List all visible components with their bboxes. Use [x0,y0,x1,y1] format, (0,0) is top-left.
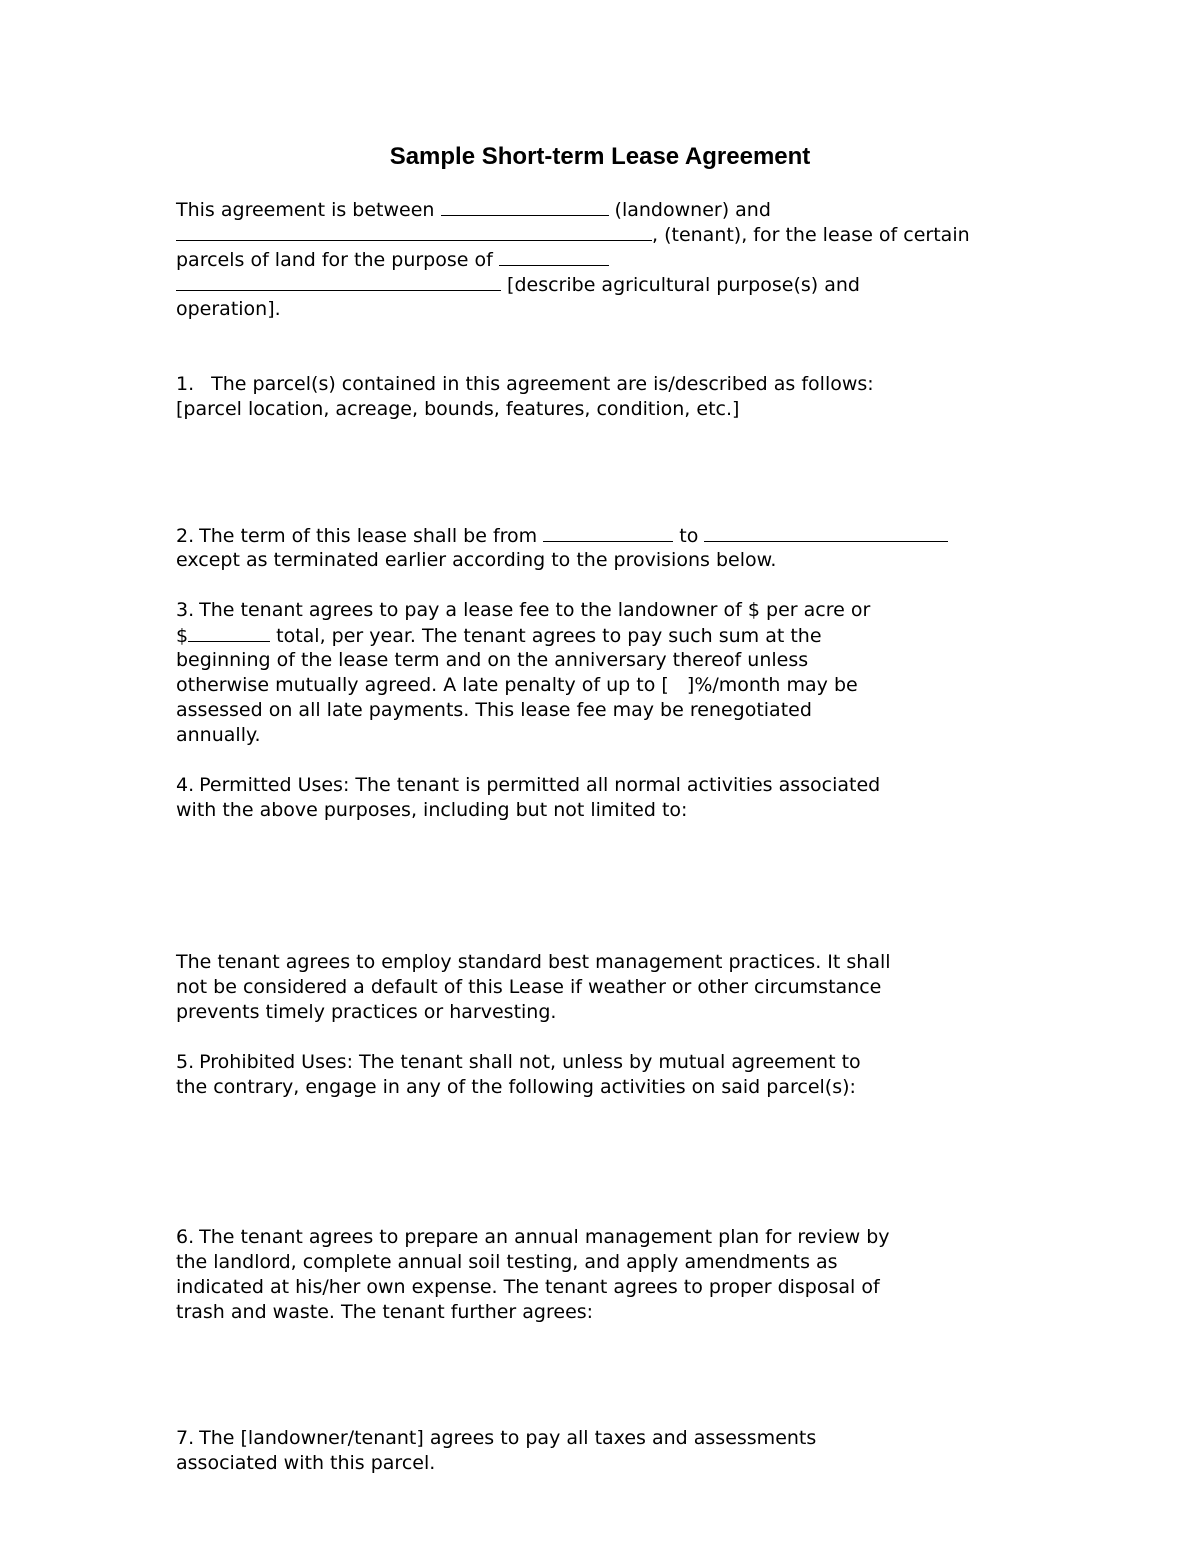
section-6: 6. The tenant agrees to prepare an annual management plan for review by the landlord, complete annual soil testing, and apply amendments as indicated at his/her own expense. The tenant agrees to proper disposal of trash and waste. The tenant further agrees: [176,1226,890,1323]
annual-fee-blank[interactable] [188,623,270,642]
section-1: 1. The parcel(s) contained in this agreement are is/described as follows: [parcel location, acreage, bounds, features, condition, etc.] [176,373,874,420]
intro-line-4: [describe agricultural purpose(s) and [176,272,1036,297]
intro-line-5: operation]. [176,298,281,320]
section-3-number: 3. [176,599,195,621]
tenant-blank[interactable] [176,222,652,241]
intro-line-2: , (tenant), for the lease of certain [176,222,1036,247]
section-7: 7. The [landowner/tenant] agrees to pay all taxes and assessments associated with this parcel. [176,1427,817,1474]
purpose-blank-2[interactable] [176,272,501,291]
landowner-blank[interactable] [441,197,609,216]
section-2-number: 2. [176,525,195,547]
term-end-blank[interactable] [704,523,948,542]
section-2: 2. The term of this lease shall be from to except as terminated earlier according to the provisions below. [176,523,1036,573]
section-5-number: 5. [176,1051,195,1073]
term-start-blank[interactable] [543,523,673,542]
section-4-number: 4. [176,774,195,796]
section-6-number: 6. [176,1226,195,1248]
purpose-blank-1[interactable] [499,247,609,266]
section-5: 5. Prohibited Uses: The tenant shall not, unless by mutual agreement to the contrary, engage in any of the following activities on said parcel(s): [176,1051,861,1098]
section-4-followup: The tenant agrees to employ standard best management practices. It shall not be considered a default of this Lease if weather or other circumstance prevents timely practices or harvesting. [176,951,891,1023]
section-7-number: 7. [176,1427,195,1449]
section-1-number: 1. [176,373,195,395]
intro-line-3: parcels of land for the purpose of [176,247,1036,272]
intro-paragraph [176,197,1036,322]
intro-line-1: This agreement is between (landowner) and [176,199,771,221]
section-4: 4. Permitted Uses: The tenant is permitted all normal activities associated with the above purposes, including but not limited to: [176,774,881,821]
section-3: 3. The tenant agrees to pay a lease fee to the landowner of $ per acre or $ total, per year. The tenant agrees to pay such sum at the beginning of the lease term and on the anniversary thereof unless otherwise mutually agreed. A late penalty of up to [ ]%/month may be assessed on all late payments. This lease fee may be renegotiated annually. [176,599,871,746]
document-title: Sample Short-term Lease Agreement [389,143,811,170]
